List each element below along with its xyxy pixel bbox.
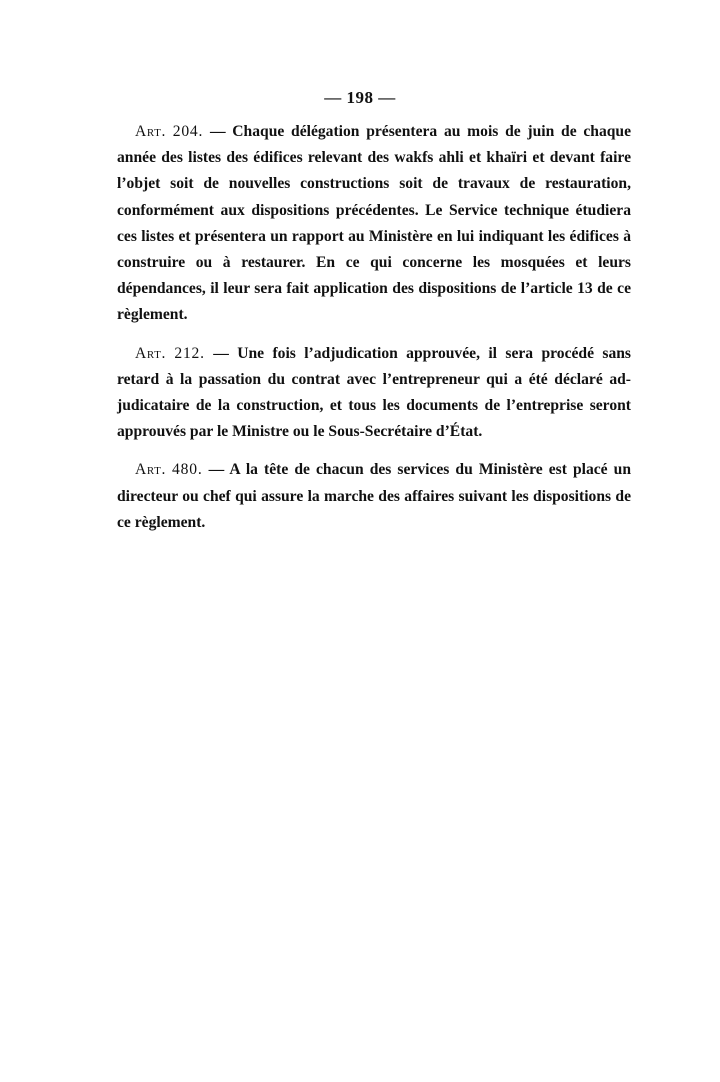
- article-label: Art.: [135, 123, 166, 140]
- article-number: 204.: [172, 123, 204, 140]
- article-list: [117, 119, 631, 548]
- article-label: Art.: [135, 344, 166, 362]
- article-dash: —: [203, 123, 233, 140]
- article-dash: —: [202, 461, 230, 479]
- article-number: 480.: [172, 461, 203, 479]
- article-212: [117, 341, 631, 446]
- article-number: 212.: [174, 344, 205, 362]
- page-number: — 198 —: [324, 88, 396, 107]
- article-dash: —: [204, 344, 238, 362]
- article-text: Chaque délégation présentera au mois de juin de chaque année des listes des édifices relevant des wakfs ahli et khaïri et devant faire l’objet soit de nouvelles constructions soit de travaux de restauration, conformément aux dispositions précédentes. Le Service technique étudiera ces listes et présentera un rapport au Ministère en lui indiquant les édifices à construire ou à restaurer. En ce qui concerne les mosquées et leurs dépendances, il leur sera fait application des dispositions de l’article 13 de ce règlement.: [117, 123, 632, 324]
- article-label: Art.: [135, 461, 166, 479]
- article-text: A la tête de chacun des services du Ministère est placé un directeur ou chef qui assure la marche des affaires suivant les dispositions de ce règlement.: [117, 461, 631, 531]
- article-text: Une fois l’adjudication approuvée, il sera procédé sans retard à la passation du contrat avec l’entrepreneur qui a été déclaré adjudicataire de la construction, et tous les documents de l’entreprise seront approuvés par le Ministre ou le Sous-Secrétaire d’État.: [117, 344, 632, 441]
- article-480: [117, 457, 631, 536]
- article-204: [117, 119, 631, 329]
